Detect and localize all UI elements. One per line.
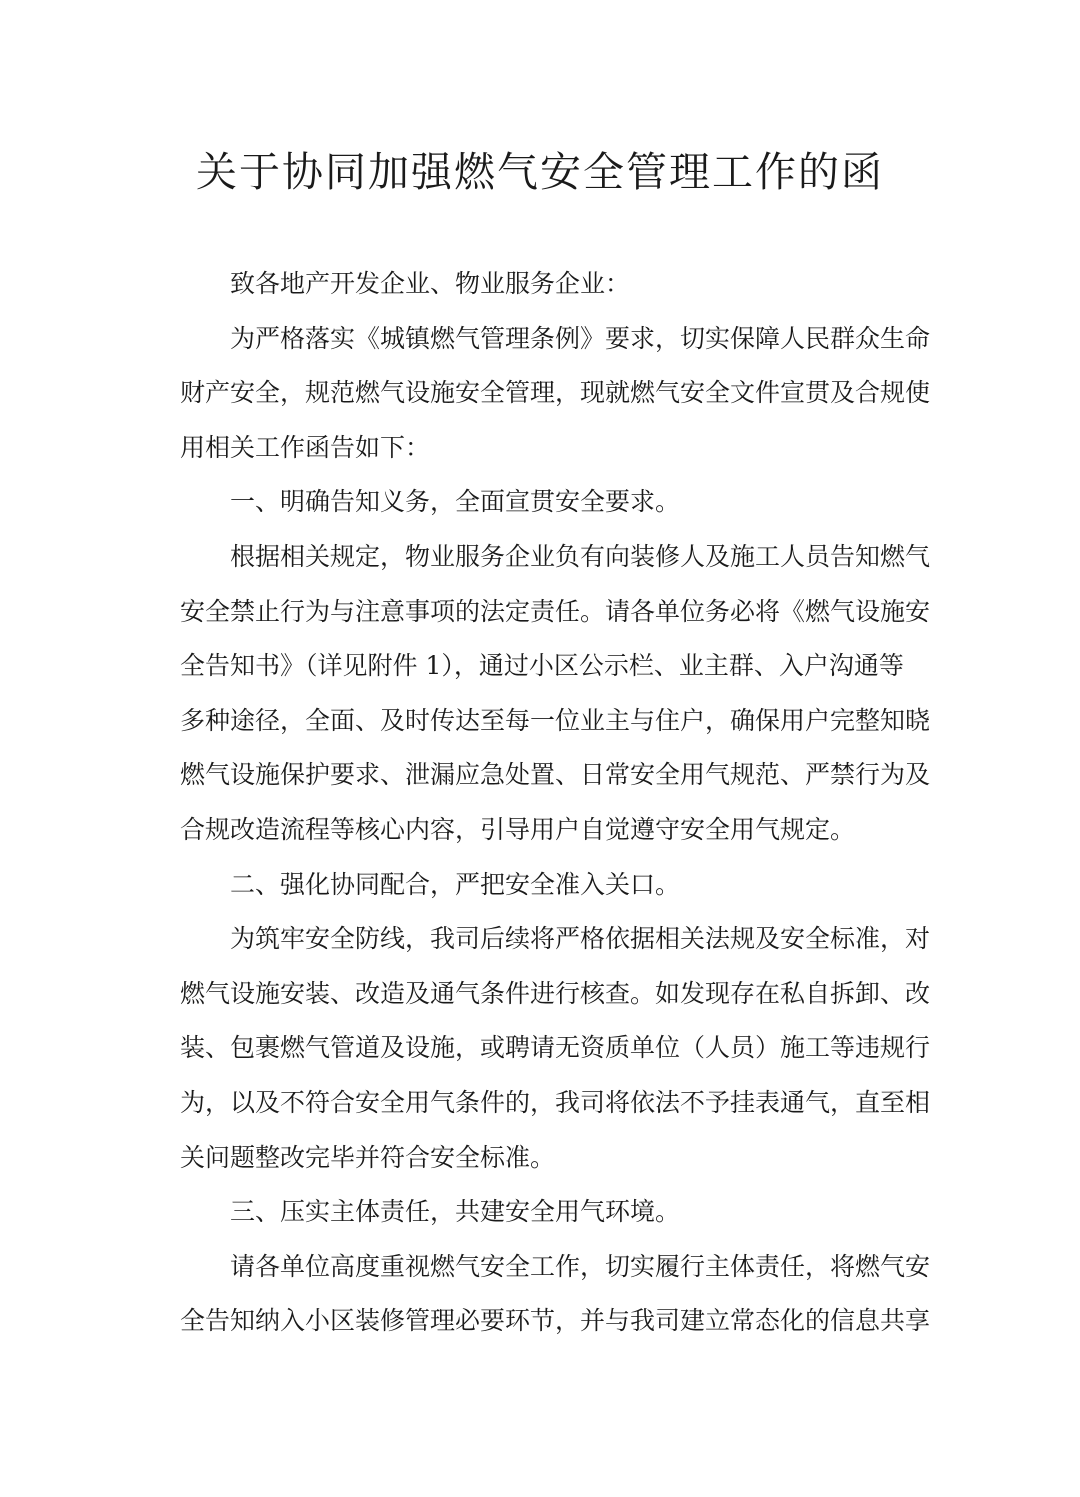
body-line: 为严格落实《城镇燃气管理条例》要求，切实保障人民群众生命 xyxy=(230,323,931,353)
body-line: 为筑牢安全防线，我司后续将严格依据相关法规及安全标准，对 xyxy=(230,924,931,954)
document-title: 关于协同加强燃气安全管理工作的函 xyxy=(196,148,884,196)
body-line: 燃气设施保护要求、泄漏应急处置、日常安全用气规范、严禁行为及 xyxy=(180,760,931,790)
body-line: 装、包裹燃气管道及设施，或聘请无资质单位（人员）施工等违规行 xyxy=(180,1033,931,1063)
body-line: 三、压实主体责任，共建安全用气环境。 xyxy=(230,1197,681,1227)
body-line: 二、强化协同配合，严把安全准入关口。 xyxy=(230,869,681,899)
body-line: 为，以及不符合安全用气条件的，我司将依法不予挂表通气，直至相 xyxy=(180,1087,931,1117)
body-line: 全告知书》（详见附件 1），通过小区公示栏、业主群、入户沟通等 xyxy=(180,651,904,681)
body-line: 全告知纳入小区装修管理必要环节，并与我司建立常态化的信息共享 xyxy=(180,1306,931,1336)
document-body xyxy=(180,257,931,1349)
body-line: 关问题整改完毕并符合安全标准。 xyxy=(180,1142,556,1172)
body-line: 财产安全，规范燃气设施安全管理，现就燃气安全文件宣贯及合规使 xyxy=(180,378,931,408)
body-line: 多种途径，全面、及时传达至每一位业主与住户，确保用户完整知晓 xyxy=(180,705,931,735)
body-line: 安全禁止行为与注意事项的法定责任。请各单位务必将《燃气设施安 xyxy=(180,596,931,626)
body-line: 一、明确告知义务，全面宣贯安全要求。 xyxy=(230,487,681,517)
body-line: 燃气设施安装、改造及通气条件进行核查。如发现存在私自拆卸、改 xyxy=(180,978,931,1008)
body-line: 根据相关规定，物业服务企业负有向装修人及施工人员告知燃气 xyxy=(230,541,931,571)
body-line: 用相关工作函告如下： xyxy=(180,432,431,462)
body-line: 合规改造流程等核心内容，引导用户自觉遵守安全用气规定。 xyxy=(180,814,856,844)
body-line: 请各单位高度重视燃气安全工作，切实履行主体责任，将燃气安 xyxy=(230,1251,931,1281)
body-line: 致各地产开发企业、物业服务企业： xyxy=(230,269,631,298)
